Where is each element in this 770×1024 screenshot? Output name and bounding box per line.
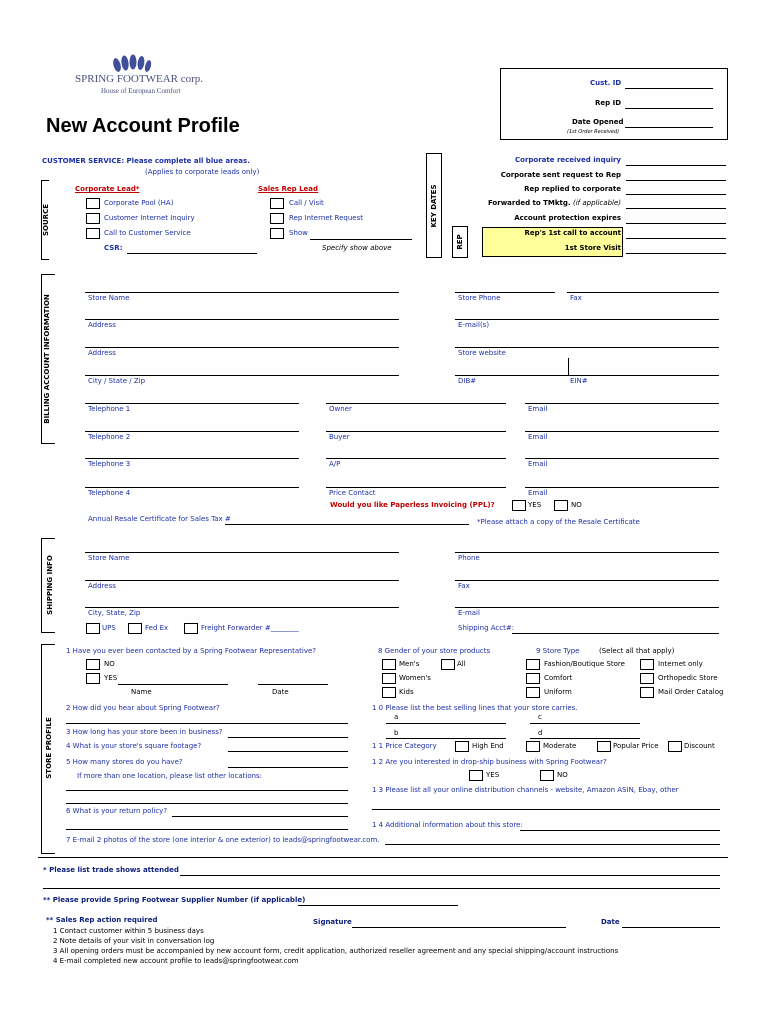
supplier-field[interactable] <box>298 905 458 906</box>
email3-label: Email <box>528 460 548 468</box>
dropship-yes-checkbox[interactable] <box>469 770 483 781</box>
tel2-label: Telephone 2 <box>88 433 131 441</box>
corp-pool-checkbox[interactable] <box>86 198 100 209</box>
q1-name-field[interactable] <box>118 684 228 685</box>
uniform-checkbox[interactable] <box>526 687 540 698</box>
comfort-checkbox[interactable] <box>526 673 540 684</box>
address2-label: Address <box>88 349 116 357</box>
line-d-label: d <box>538 729 543 737</box>
tel4-line[interactable] <box>85 487 299 488</box>
buyer-label: Buyer <box>329 433 350 441</box>
q3-text: 3 How long has your store been in business? <box>66 728 223 736</box>
key-date-forwarded <box>488 200 621 207</box>
address-line[interactable] <box>85 319 399 320</box>
action-step-1: 1 Contact customer within 5 business days <box>53 927 204 935</box>
store-name-label: Store Name <box>88 294 130 302</box>
cs-instructions: CUSTOMER SERVICE: Please complete all blue areas. <box>42 157 250 165</box>
q5-text: 5 How many stores do you have? <box>66 758 183 766</box>
rep-internet-checkbox[interactable] <box>270 213 284 224</box>
internet-only-label: Internet only <box>658 660 703 668</box>
freight-label: Freight Forwarder #________ <box>201 624 299 632</box>
company-name: SPRING FOOTWEAR corp. <box>75 73 204 85</box>
date-field[interactable] <box>622 927 720 928</box>
q1-no-checkbox[interactable] <box>86 659 100 670</box>
show-checkbox[interactable] <box>270 228 284 239</box>
emails-line[interactable] <box>455 319 719 320</box>
page-title: New Account Profile <box>46 115 240 137</box>
cust-id-label: Cust. ID <box>590 79 622 87</box>
q12-text: 1 2 Are you interested in drop-ship business with Spring Footwear? <box>372 758 607 766</box>
line-d-field[interactable] <box>530 738 640 739</box>
corp-pool-label: Corporate Pool (HA) <box>104 199 174 207</box>
store-phone-line[interactable] <box>455 292 555 293</box>
womens-checkbox[interactable] <box>382 673 396 684</box>
email2-label: Email <box>528 433 548 441</box>
city-line[interactable] <box>85 375 399 376</box>
ap-label: A/P <box>329 460 341 468</box>
tel1-label: Telephone 1 <box>88 405 131 413</box>
csr-field[interactable] <box>127 253 257 254</box>
popular-checkbox[interactable] <box>597 741 611 752</box>
line-a-label: a <box>394 713 399 721</box>
tel3-line[interactable] <box>85 458 299 459</box>
q1-no-label: NO <box>104 660 115 668</box>
trade-shows-field2[interactable] <box>43 888 720 889</box>
tel2-line[interactable] <box>85 431 299 432</box>
tel3-label: Telephone 3 <box>88 460 131 468</box>
q14-text: 1 4 Additional information about this store: <box>372 821 523 829</box>
shipping-acct-field[interactable] <box>512 633 719 634</box>
ups-label: UPS <box>102 624 116 632</box>
sales-rep-action: ** Sales Rep action required <box>46 916 158 924</box>
rep-replied-field[interactable] <box>626 194 726 195</box>
resale-attach-note: *Please attach a copy of the Resale Certificate <box>477 518 640 526</box>
high-end-checkbox[interactable] <box>455 741 469 752</box>
rep-label: REP <box>456 234 464 250</box>
q6-field2[interactable] <box>66 829 348 830</box>
ship-store-line[interactable] <box>85 552 399 553</box>
owner-line[interactable] <box>326 403 506 404</box>
call-cs-label: Call to Customer Service <box>104 229 191 237</box>
ship-fax-label: Fax <box>458 582 470 590</box>
key-date-corp-sent: Corporate sent request to Rep <box>500 171 621 179</box>
buyer-line[interactable] <box>326 431 506 432</box>
internet-inquiry-label: Customer Internet Inquiry <box>104 214 195 222</box>
cust-id-field[interactable] <box>625 88 713 89</box>
source-label: SOURCE <box>42 204 50 236</box>
supplier-label: ** Please provide Spring Footwear Supplier Number (if applicable) <box>43 896 306 904</box>
email4-line[interactable] <box>525 487 719 488</box>
line-c-label: c <box>538 713 542 721</box>
action-step-3: 3 All opening orders must be accompanied by new account form, credit application, authorized reseller agreement and any special shipping/account instructions <box>53 947 619 955</box>
ppl-yes-label: YES <box>528 501 542 509</box>
call-visit-label: Call / Visit <box>289 199 324 207</box>
q1-text: 1 Have you ever been contacted by a Spring Footwear Representative? <box>66 647 317 655</box>
internet-only-checkbox[interactable] <box>640 659 654 670</box>
fashion-checkbox[interactable] <box>526 659 540 670</box>
ship-city-label: City, State, Zip <box>88 609 141 617</box>
line-a-field[interactable] <box>386 723 506 724</box>
rep-id-label: Rep ID <box>595 99 622 107</box>
rep-id-field[interactable] <box>625 108 713 109</box>
line-b-label: b <box>394 729 399 737</box>
all-checkbox[interactable] <box>441 659 455 670</box>
q1-name-label: Name <box>131 688 152 696</box>
q8-text: 8 Gender of your store products <box>378 647 491 655</box>
moderate-label: Moderate <box>543 742 577 750</box>
q13-text: 1 3 Please list all your online distribution channels - website, Amazon ASIN, Ebay, other <box>372 786 679 794</box>
comfort-label: Comfort <box>544 674 573 682</box>
trade-shows-label: * Please list trade shows attended <box>43 866 179 874</box>
dib-label: DIB# <box>458 377 477 385</box>
tel4-label: Telephone 4 <box>88 489 131 497</box>
q5-locations-field1[interactable] <box>66 790 348 791</box>
owner-label: Owner <box>329 405 352 413</box>
date-label: Date <box>601 918 620 926</box>
moderate-checkbox[interactable] <box>526 741 540 752</box>
specify-note: Specify show above <box>322 244 392 252</box>
date-opened-field[interactable] <box>625 127 713 128</box>
freight-checkbox[interactable] <box>184 623 198 634</box>
show-label: Show <box>289 229 308 237</box>
q1-yes-checkbox[interactable] <box>86 673 100 684</box>
q9-text: 9 Store Type <box>536 647 580 655</box>
discount-checkbox[interactable] <box>668 741 682 752</box>
ship-address-label: Address <box>88 582 116 590</box>
fax-label: Fax <box>570 294 582 302</box>
first-order-note: (1st Order Received) <box>567 129 620 135</box>
q4-field[interactable] <box>228 751 348 752</box>
company-tagline: House of European Comfort <box>101 87 181 95</box>
corporate-lead-heading: Corporate Lead* <box>75 185 140 193</box>
ship-city-line[interactable] <box>85 607 399 608</box>
uniform-label: Uniform <box>544 688 572 696</box>
protection-field[interactable] <box>626 223 726 224</box>
line-c-field[interactable] <box>530 723 640 724</box>
call-cs-checkbox[interactable] <box>86 228 100 239</box>
q5-locations-field2[interactable] <box>66 803 348 804</box>
q1-yes-label: YES <box>104 674 118 682</box>
ship-fax-line[interactable] <box>455 580 719 581</box>
line-b-field[interactable] <box>386 738 506 739</box>
signature-field[interactable] <box>352 927 566 928</box>
shipping-acct-label: Shipping Acct#: <box>458 624 515 632</box>
q4-text: 4 What is your store's square footage? <box>66 742 202 750</box>
date-opened-label: Date Opened <box>572 118 624 126</box>
email4-label: Email <box>528 489 548 497</box>
ship-phone-line[interactable] <box>455 552 719 553</box>
action-step-2: 2 Note details of your visit in conversation log <box>53 937 215 945</box>
internet-inquiry-checkbox[interactable] <box>86 213 100 224</box>
ship-phone-label: Phone <box>458 554 480 562</box>
tel1-line[interactable] <box>85 403 299 404</box>
ship-store-label: Store Name <box>88 554 130 562</box>
action-step-4: 4 E-mail completed new account profile to leads@springfootwear.com <box>53 957 299 965</box>
dropship-no-label: NO <box>557 771 568 779</box>
q11-text: 1 1 Price Category <box>372 742 437 750</box>
forwarded-field[interactable] <box>626 208 726 209</box>
q5-locations: If more than one location, please list other locations: <box>77 772 263 780</box>
key-date-rep-replied: Rep replied to corporate <box>524 185 621 193</box>
trade-shows-field[interactable] <box>180 875 720 876</box>
q6-text: 6 What is your return policy? <box>66 807 168 815</box>
price-contact-line[interactable] <box>326 487 506 488</box>
womens-label: Women's <box>399 674 431 682</box>
dib-line[interactable] <box>455 375 719 376</box>
website-line[interactable] <box>455 347 719 348</box>
signature-label: Signature <box>313 918 352 926</box>
key-date-first-call: Rep's 1st call to account <box>524 229 621 237</box>
website-label: Store website <box>458 349 506 357</box>
dib-divider <box>568 358 569 376</box>
rep-internet-label: Rep Internet Request <box>289 214 363 222</box>
mens-label: Men's <box>399 660 420 668</box>
fashion-label: Fashion/Boutique Store <box>544 660 625 668</box>
address2-line[interactable] <box>85 347 399 348</box>
ship-email-label: E-mail <box>458 609 480 617</box>
footer-divider <box>38 857 728 858</box>
corp-sent-field[interactable] <box>626 180 726 181</box>
ups-checkbox[interactable] <box>86 623 100 634</box>
q1-date-label: Date <box>272 688 289 696</box>
forwarded-label: Forwarded to TMktg. <box>487 199 571 207</box>
first-visit-field[interactable] <box>626 253 726 254</box>
key-date-protection: Account protection expires <box>514 214 621 222</box>
dropship-no-checkbox[interactable] <box>540 770 554 781</box>
mail-order-checkbox[interactable] <box>640 687 654 698</box>
show-field[interactable] <box>310 239 412 240</box>
kids-label: Kids <box>399 688 414 696</box>
mens-checkbox[interactable] <box>382 659 396 670</box>
q1-date-field[interactable] <box>258 684 328 685</box>
applies-note: (Applies to corporate leads only) <box>145 168 260 176</box>
ppl-question: Would you like Paperless Invoicing (PPL)? <box>330 501 495 509</box>
q13-field[interactable] <box>372 809 720 810</box>
ppl-no-checkbox[interactable] <box>554 500 568 511</box>
all-label: All <box>457 660 466 668</box>
q2-text: 2 How did you hear about Spring Footwear? <box>66 704 220 712</box>
call-visit-checkbox[interactable] <box>270 198 284 209</box>
resale-field[interactable] <box>225 524 469 525</box>
store-phone-label: Store Phone <box>458 294 501 302</box>
resale-label: Annual Resale Certificate for Sales Tax # <box>88 515 231 523</box>
key-dates-label: KEY DATES <box>430 184 438 228</box>
first-call-field[interactable] <box>626 238 726 239</box>
q3-field[interactable] <box>228 737 348 738</box>
q14-field[interactable] <box>520 830 720 831</box>
ortho-label: Orthopedic Store <box>658 674 718 682</box>
key-date-first-visit: 1st Store Visit <box>564 244 621 252</box>
profile-label: STORE PROFILE <box>45 717 53 779</box>
email2-line[interactable] <box>525 431 719 432</box>
q14-field2[interactable] <box>385 844 720 845</box>
billing-label: BILLING ACCOUNT INFORMATION <box>43 294 51 424</box>
q5-field[interactable] <box>228 767 348 768</box>
key-date-corp-received: Corporate received inquiry <box>515 156 621 164</box>
ein-label: EIN# <box>570 377 588 385</box>
high-end-label: High End <box>472 742 504 750</box>
store-name-line[interactable] <box>85 292 399 293</box>
sales-rep-lead-heading: Sales Rep Lead <box>258 185 319 193</box>
ppl-yes-checkbox[interactable] <box>512 500 526 511</box>
q6-field[interactable] <box>172 816 348 817</box>
csr-label: CSR: <box>104 244 123 252</box>
email3-line[interactable] <box>525 458 719 459</box>
kids-checkbox[interactable] <box>382 687 396 698</box>
discount-label: Discount <box>684 742 715 750</box>
q10-text: 1 0 Please list the best selling lines that your store carries. <box>372 704 578 712</box>
price-contact-label: Price Contact <box>329 489 376 497</box>
dropship-yes-label: YES <box>486 771 500 779</box>
popular-label: Popular Price <box>613 742 659 750</box>
email1-label: Email <box>528 405 548 413</box>
ship-address-line[interactable] <box>85 580 399 581</box>
fedex-checkbox[interactable] <box>128 623 142 634</box>
if-applicable: (if applicable) <box>573 199 621 207</box>
fedex-label: Fed Ex <box>145 624 169 632</box>
address-label: Address <box>88 321 116 329</box>
corp-received-field[interactable] <box>626 165 726 166</box>
ap-line[interactable] <box>326 458 506 459</box>
mail-order-label: Mail Order Catalog <box>658 688 724 696</box>
q9-select-all: (Select all that apply) <box>599 647 675 655</box>
ship-email-line[interactable] <box>455 607 719 608</box>
city-label: City / State / Zip <box>88 377 146 385</box>
ortho-checkbox[interactable] <box>640 673 654 684</box>
email1-line[interactable] <box>525 403 719 404</box>
shipping-label: SHIPPING INFO <box>46 555 54 615</box>
ppl-no-label: NO <box>571 501 582 509</box>
emails-label: E-mail(s) <box>458 321 490 329</box>
fax-line[interactable] <box>567 292 719 293</box>
q2-field[interactable] <box>66 723 348 724</box>
q7-text: 7 E-mail 2 photos of the store (one interior & one exterior) to leads@springfootwear.com. <box>66 836 380 844</box>
